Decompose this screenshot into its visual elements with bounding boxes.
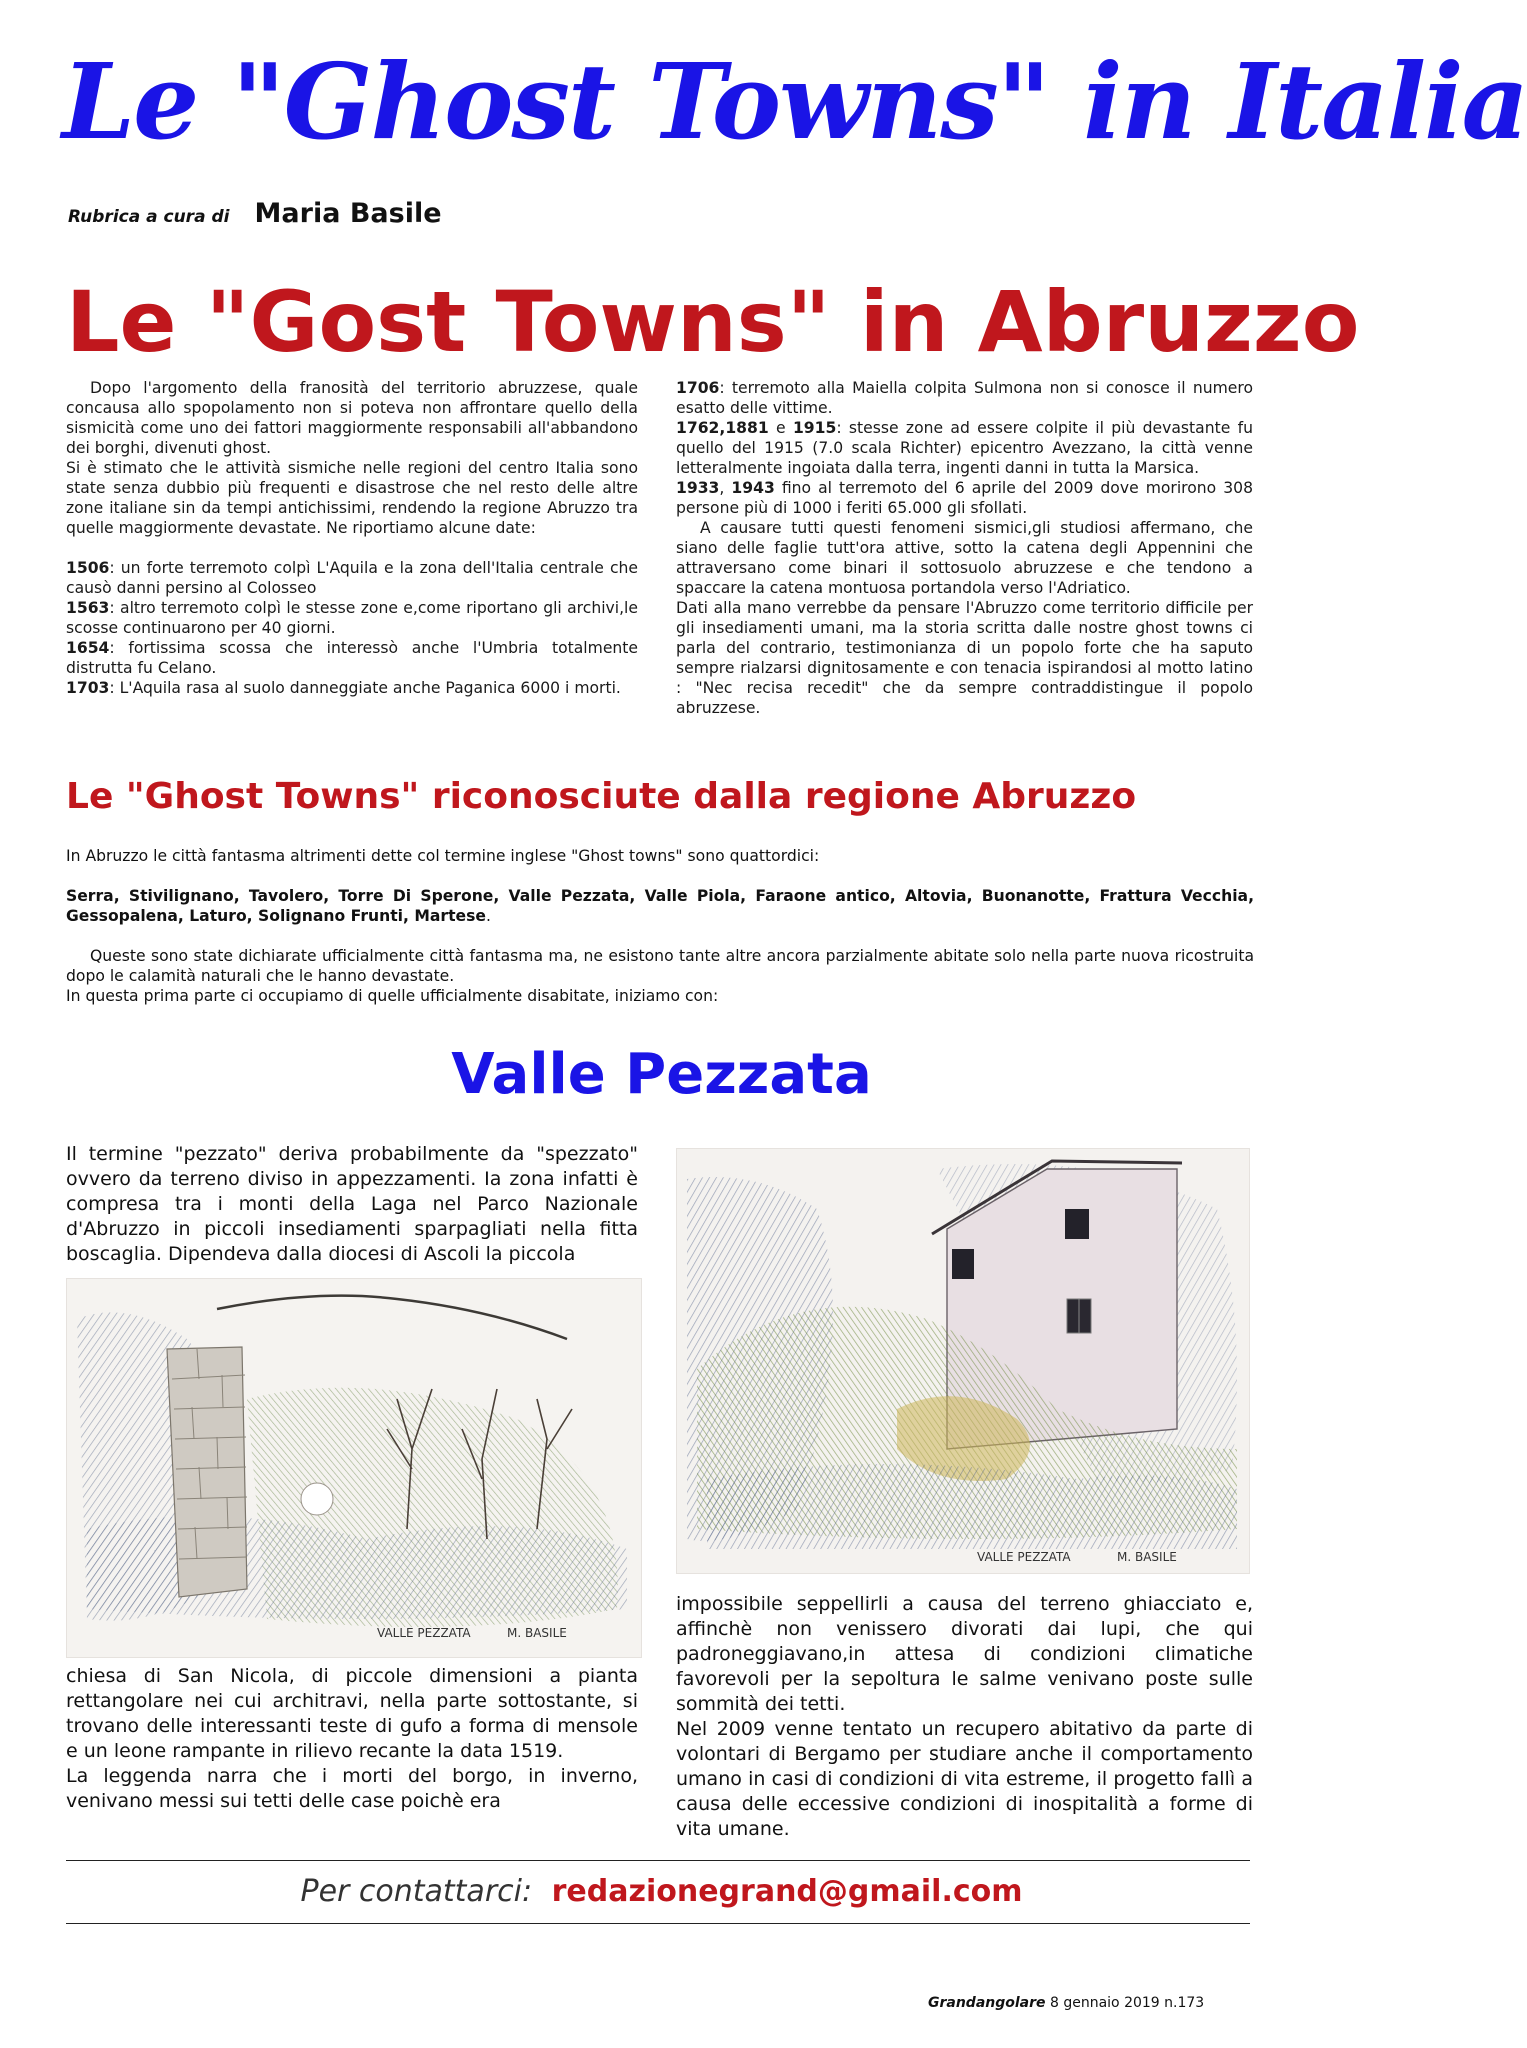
paragraph: Nel 2009 venne tentato un recupero abitativo da parte di volontari di Bergamo per studiare anche il comportamento umano in casi di condizioni di vita estreme, il progetto fallì a causa delle eccessive condizioni di inospitalità a forme di vita umane. [676,1718,1253,1840]
towns-list-end: . [486,907,491,925]
event-year: 1762 [676,419,720,437]
event-text: : fortissima scossa che interessò anche l'Umbria totalmente distrutta fu Celano. [66,639,638,677]
event-text: : terremoto alla Maiella colpita Sulmona non si conosce il numero esatto delle vittime. [676,379,1253,417]
event-item [66,638,638,678]
paragraph: chiesa di San Nicola, di piccole dimensioni a pianta rettangolare nei cui architravi, nella parte sottostante, si trovano delle interessanti teste di gufo a forma di mensole e un leone rampante in rilievo recante la data 1519. [66,1665,638,1762]
valle-pezzata-text-2 [66,1664,638,1814]
sketch-caption-place: VALLE PEZZATA [377,1626,471,1640]
paragraph: impossibile seppellirli a causa del terreno ghiacciato e, affinchè non venissero divorati dai lupi, che qui padroneggiavano,in attesa di condizioni climatiche favorevoli per la sepoltura le salme venivano poste sulle sommità dei tetti. [676,1593,1253,1715]
valle-pezzata-title: Valle Pezzata [451,1042,872,1107]
list-paragraph-1: Queste sono state dichiarate ufficialmente città fantasma ma, ne esistono tante altre ancora parzialmente abitate solo nella parte nuova ricostruita dopo le calamità naturali che le hanno devastate. [66,947,1254,985]
byline-prefix: Rubrica a cura di [68,207,230,227]
event-item [676,478,1253,518]
event-conj: e [768,419,793,437]
contact-line [0,1868,1323,1916]
footer-issue [928,1995,1204,2011]
publication-name: Grandangolare [928,1995,1046,2011]
sketch-abandoned-house-image [676,1148,1250,1574]
event-year: 1933 [676,479,720,497]
contact-email-link[interactable]: redazionegrand@gmail.com [551,1874,1023,1909]
conclusion-paragraph: Dati alla mano verrebbe da pensare l'Abruzzo come territorio difficile per gli insediamenti umani, ma la storia scritta dalle nostre ghost towns ci parla del contrario, testimonianza di un popolo forte che ha saputo sempre rialzarsi dignitosamente e con tenacia ispirandosi al motto latino : "Nec recisa recedit" che da sempre contraddistingue il popolo abruzzese. [676,599,1253,717]
event-year: 1943 [731,479,775,497]
event-text: fino al terremoto del 6 aprile del 2009 dove morirono 308 persone più di 1000 i feriti 65.000 gli sfollati. [676,479,1253,517]
issue-info: 8 gennaio 2019 n.173 [1049,1995,1205,2011]
article-title: Le "Gost Towns" in Abruzzo [66,273,1360,371]
intro-paragraph-1: Dopo l'argomento della franosità del territorio abruzzese, quale concausa allo spopolamento non si poteva non affrontare quello della sismicità come uno dei fattori maggiormente responsabili all'abbandono dei borghi, divenuti ghost. [66,379,638,457]
byline-author: Maria Basile [254,198,442,229]
event-year: ,1881 [719,419,769,437]
valle-pezzata-text-1 [66,1142,638,1267]
faults-paragraph: A causare tutti questi fenomeni sismici,gli studiosi affermano, che siano delle faglie tutt'ora attive, sotto la catena degli Appennini che attraversano come binari il sottosuolo abruzzese e che tendono a spaccare la catena montuosa portandola verso l'Adriatico. [676,519,1253,597]
event-text: : altro terremoto colpì le stesse zone e,come riportano gli archivi,le scosse continuarono per 40 giorni. [66,599,638,637]
event-sep: , [719,479,732,497]
spacer [66,926,1254,946]
event-year: 1703 [66,679,110,697]
intro-paragraph-2: Si è stimato che le attività sismiche nelle regioni del centro Italia sono state senza dubbio più frequenti e disastrose che nel resto delle altre zone italiane sin da tempi antichissimi, rendendo la regione Abruzzo tra quelle maggiormente devastate. Ne riportiamo alcune date: [66,459,638,537]
event-text: : stesse zone ad essere colpite il più devastante fu quello del 1915 (7.0 scala Richter) epicentro Avezzano, la città venne letteralmente ingoiata dalla terra, ingenti danni in tutta la Marsica. [676,419,1253,477]
divider [66,1923,1250,1924]
paragraph: La leggenda narra che i morti del borgo, in inverno, venivano messi sui tetti delle case poichè era [66,1765,638,1812]
event-text: : L'Aquila rasa al suolo danneggiate anche Paganica 6000 i morti. [109,679,621,697]
contact-label: Per contattarci: [300,1874,533,1909]
ghost-towns-list-block [66,846,1254,1006]
towns-names: Serra, Stivilignano, Tavolero, Torre Di Sperone, Valle Pezzata, Valle Piola, Faraone antico, Altovia, Buonanotte, Frattura Vecchia, Gessopalena, Laturo, Solignano Frunti, Martese [66,887,1254,925]
list-paragraph-2: In questa prima parte ci occupiamo di quelle ufficialmente disabitate, iniziamo con: [66,987,719,1005]
event-item [676,418,1253,478]
sketch-ruined-wall-image [66,1278,642,1658]
spacer [66,866,1254,886]
event-item [66,678,638,698]
valle-pezzata-text-3 [676,1592,1253,1842]
event-item [66,558,638,598]
list-intro: In Abruzzo le città fantasma altrimenti dette col termine inglese "Ghost towns" sono quattordici: [66,847,820,865]
masthead-title: Le "Ghost Towns" in Italia [62,40,1527,163]
right-column [676,378,1253,718]
event-text: : un forte terremoto colpì L'Aquila e la zona dell'Italia centrale che causò danni persino al Colosseo [66,559,638,597]
section-title: Le "Ghost Towns" riconosciute dalla regione Abruzzo [66,776,1137,817]
towns-list [66,886,1254,926]
sketch-abandoned-house-drawing [677,1149,1249,1573]
byline [68,198,442,229]
left-column [66,378,638,698]
sketch-caption-place: VALLE PEZZATA [977,1550,1071,1564]
event-year: 1654 [66,639,110,657]
event-item [66,598,638,638]
sketch-ruined-wall-drawing [67,1279,641,1657]
sketch-caption-author: M. BASILE [1117,1550,1177,1564]
spacer [66,538,638,558]
divider [66,1860,1250,1861]
event-item [676,378,1253,418]
sketch-caption-author: M. BASILE [507,1626,567,1640]
event-year: 1915 [792,419,837,437]
event-year: 1706 [676,379,720,397]
event-year: 1563 [66,599,110,617]
event-year: 1506 [66,559,110,577]
paragraph: Il termine "pezzato" deriva probabilmente da "spezzato" ovvero da terreno diviso in appezzamenti. Ia zona infatti è compresa tra i monti della Laga nel Parco Nazionale d'Abruzzo in piccoli insediamenti sparpagliati nella fitta boscaglia. Dipendeva dalla diocesi di Ascoli la piccola [66,1143,638,1265]
